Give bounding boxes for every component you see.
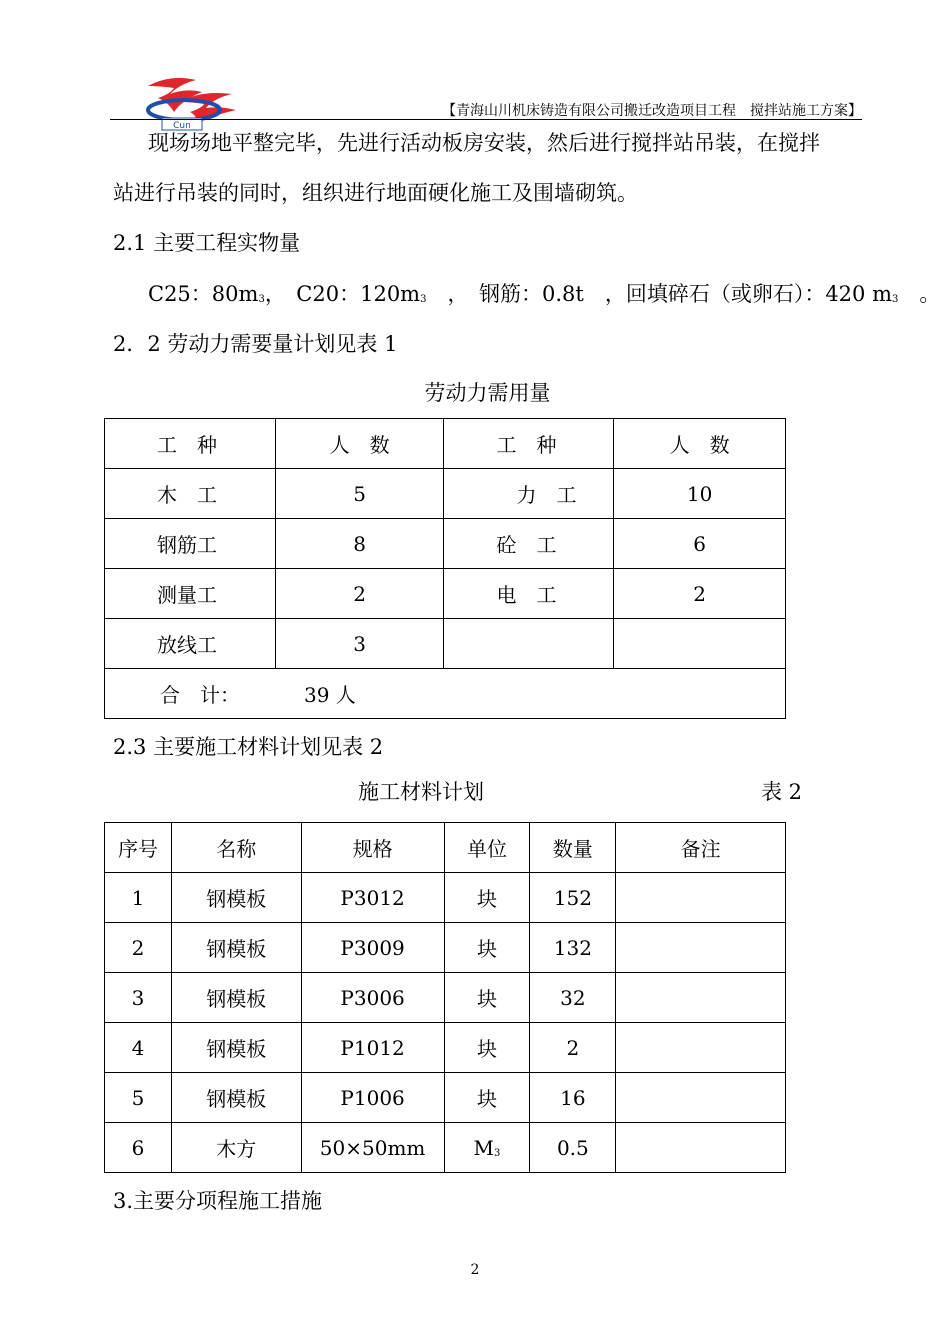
unit-sup: 3 bbox=[892, 294, 899, 305]
table-row bbox=[105, 1073, 786, 1123]
row-number: 6 bbox=[105, 1123, 172, 1173]
quantities-line bbox=[148, 278, 940, 308]
labor-header-trade: 工 种 bbox=[444, 419, 614, 469]
labor-total-row bbox=[105, 669, 786, 719]
labor-header-count: 人 数 bbox=[614, 419, 786, 469]
total-value: 39 人 bbox=[304, 683, 356, 707]
material-unit-cell bbox=[444, 1123, 530, 1173]
unit-sup: 3 bbox=[420, 294, 427, 305]
page-number: 2 bbox=[470, 1262, 480, 1278]
header-cell: 名称 bbox=[171, 823, 301, 873]
material-qty: 152 bbox=[530, 873, 616, 923]
material-unit: M bbox=[473, 1135, 495, 1160]
material-table bbox=[104, 822, 786, 1173]
unit-sup: 3 bbox=[494, 1147, 501, 1159]
material-name: 钢模板 bbox=[171, 1073, 301, 1123]
material-qty: 132 bbox=[530, 923, 616, 973]
material-qty: 2 bbox=[530, 1023, 616, 1073]
material-spec: P3006 bbox=[301, 973, 444, 1023]
labor-cell: 10 bbox=[614, 469, 786, 519]
material-name: 钢模板 bbox=[171, 1023, 301, 1073]
qty-end: 。 bbox=[898, 282, 941, 306]
material-qty: 32 bbox=[530, 973, 616, 1023]
section-2-1-heading: 2.1 主要工程实物量 bbox=[113, 231, 301, 255]
labor-cell bbox=[444, 619, 614, 669]
header-cell: 序号 bbox=[105, 823, 172, 873]
labor-cell: 钢筋工 bbox=[105, 519, 276, 569]
paragraph-line-2: 站进行吊装的同时，组织进行地面硬化施工及围墙砌筑。 bbox=[113, 181, 638, 205]
qty-c20: ， C20：120m bbox=[264, 282, 421, 306]
labor-table-caption: 劳动力需用量 bbox=[424, 381, 551, 405]
material-spec: P3009 bbox=[301, 923, 444, 973]
header-cell: 规格 bbox=[301, 823, 444, 873]
row-number: 1 bbox=[105, 873, 172, 923]
material-remark bbox=[616, 1023, 786, 1073]
material-remark bbox=[616, 873, 786, 923]
header-cell: 单位 bbox=[444, 823, 530, 873]
labor-cell: 8 bbox=[275, 519, 444, 569]
material-table-number: 表 2 bbox=[761, 780, 803, 804]
row-number: 4 bbox=[105, 1023, 172, 1073]
section-3-heading: 3.主要分项程施工措施 bbox=[113, 1189, 323, 1213]
total-label: 合 计： bbox=[160, 683, 240, 707]
material-unit: 块 bbox=[444, 973, 530, 1023]
labor-table bbox=[104, 418, 786, 719]
material-name: 钢模板 bbox=[171, 973, 301, 1023]
table-row bbox=[105, 519, 786, 569]
table-row bbox=[105, 1023, 786, 1073]
labor-cell: 放线工 bbox=[105, 619, 276, 669]
table-row bbox=[105, 973, 786, 1023]
table-row bbox=[105, 1123, 786, 1173]
labor-cell: 5 bbox=[275, 469, 444, 519]
material-name: 木方 bbox=[171, 1123, 301, 1173]
table-row bbox=[105, 469, 786, 519]
row-number: 5 bbox=[105, 1073, 172, 1123]
material-name: 钢模板 bbox=[171, 923, 301, 973]
section-2-3-heading: 2.3 主要施工材料计划见表 2 bbox=[113, 735, 384, 759]
section-2-2-heading: 2．2 劳动力需要量计划见表 1 bbox=[113, 332, 398, 356]
qty-c25: C25：80m bbox=[148, 282, 259, 306]
table-row bbox=[105, 569, 786, 619]
material-remark bbox=[616, 923, 786, 973]
material-remark bbox=[616, 973, 786, 1023]
labor-cell: 2 bbox=[275, 569, 444, 619]
material-spec: P1012 bbox=[301, 1023, 444, 1073]
labor-cell: 砼 工 bbox=[444, 519, 614, 569]
material-qty: 0.5 bbox=[530, 1123, 616, 1173]
material-table-caption: 施工材料计划 bbox=[358, 780, 484, 804]
material-table-header bbox=[105, 823, 786, 873]
material-remark bbox=[616, 1123, 786, 1173]
labor-cell: 木 工 bbox=[105, 469, 276, 519]
header-cell: 备注 bbox=[616, 823, 786, 873]
labor-header-trade: 工 种 bbox=[105, 419, 276, 469]
material-unit: 块 bbox=[444, 1073, 530, 1123]
material-remark bbox=[616, 1073, 786, 1123]
labor-header-count: 人 数 bbox=[275, 419, 444, 469]
unit-sup: 3 bbox=[258, 294, 265, 305]
table-row bbox=[105, 873, 786, 923]
material-spec: P1006 bbox=[301, 1073, 444, 1123]
material-unit: 块 bbox=[444, 1023, 530, 1073]
labor-cell: 电 工 bbox=[444, 569, 614, 619]
company-logo bbox=[140, 72, 240, 134]
labor-cell: 2 bbox=[614, 569, 786, 619]
paragraph-line-1: 现场场地平整完毕，先进行活动板房安装，然后进行搅拌站吊装，在搅拌 bbox=[148, 131, 820, 155]
table-row bbox=[105, 923, 786, 973]
material-spec: P3012 bbox=[301, 873, 444, 923]
material-unit: 块 bbox=[444, 873, 530, 923]
labor-cell bbox=[614, 619, 786, 669]
header-rule bbox=[110, 119, 862, 120]
table-row bbox=[105, 619, 786, 669]
material-name: 钢模板 bbox=[171, 873, 301, 923]
labor-table-header bbox=[105, 419, 786, 469]
logo-text: Cun bbox=[173, 121, 191, 131]
material-unit: 块 bbox=[444, 923, 530, 973]
labor-cell: 力 工 bbox=[444, 469, 614, 519]
header-cell: 数量 bbox=[530, 823, 616, 873]
labor-cell: 3 bbox=[275, 619, 444, 669]
document-header-title: 【青海山川机床铸造有限公司搬迁改造项目工程 搅拌站施工方案】 bbox=[442, 103, 862, 119]
material-spec: 50×50mm bbox=[301, 1123, 444, 1173]
labor-cell: 6 bbox=[614, 519, 786, 569]
labor-cell: 测量工 bbox=[105, 569, 276, 619]
qty-steel-gravel: ， 钢筋：0.8t ，回填碎石（或卵石）：420 m bbox=[426, 282, 892, 306]
material-qty: 16 bbox=[530, 1073, 616, 1123]
row-number: 2 bbox=[105, 923, 172, 973]
row-number: 3 bbox=[105, 973, 172, 1023]
